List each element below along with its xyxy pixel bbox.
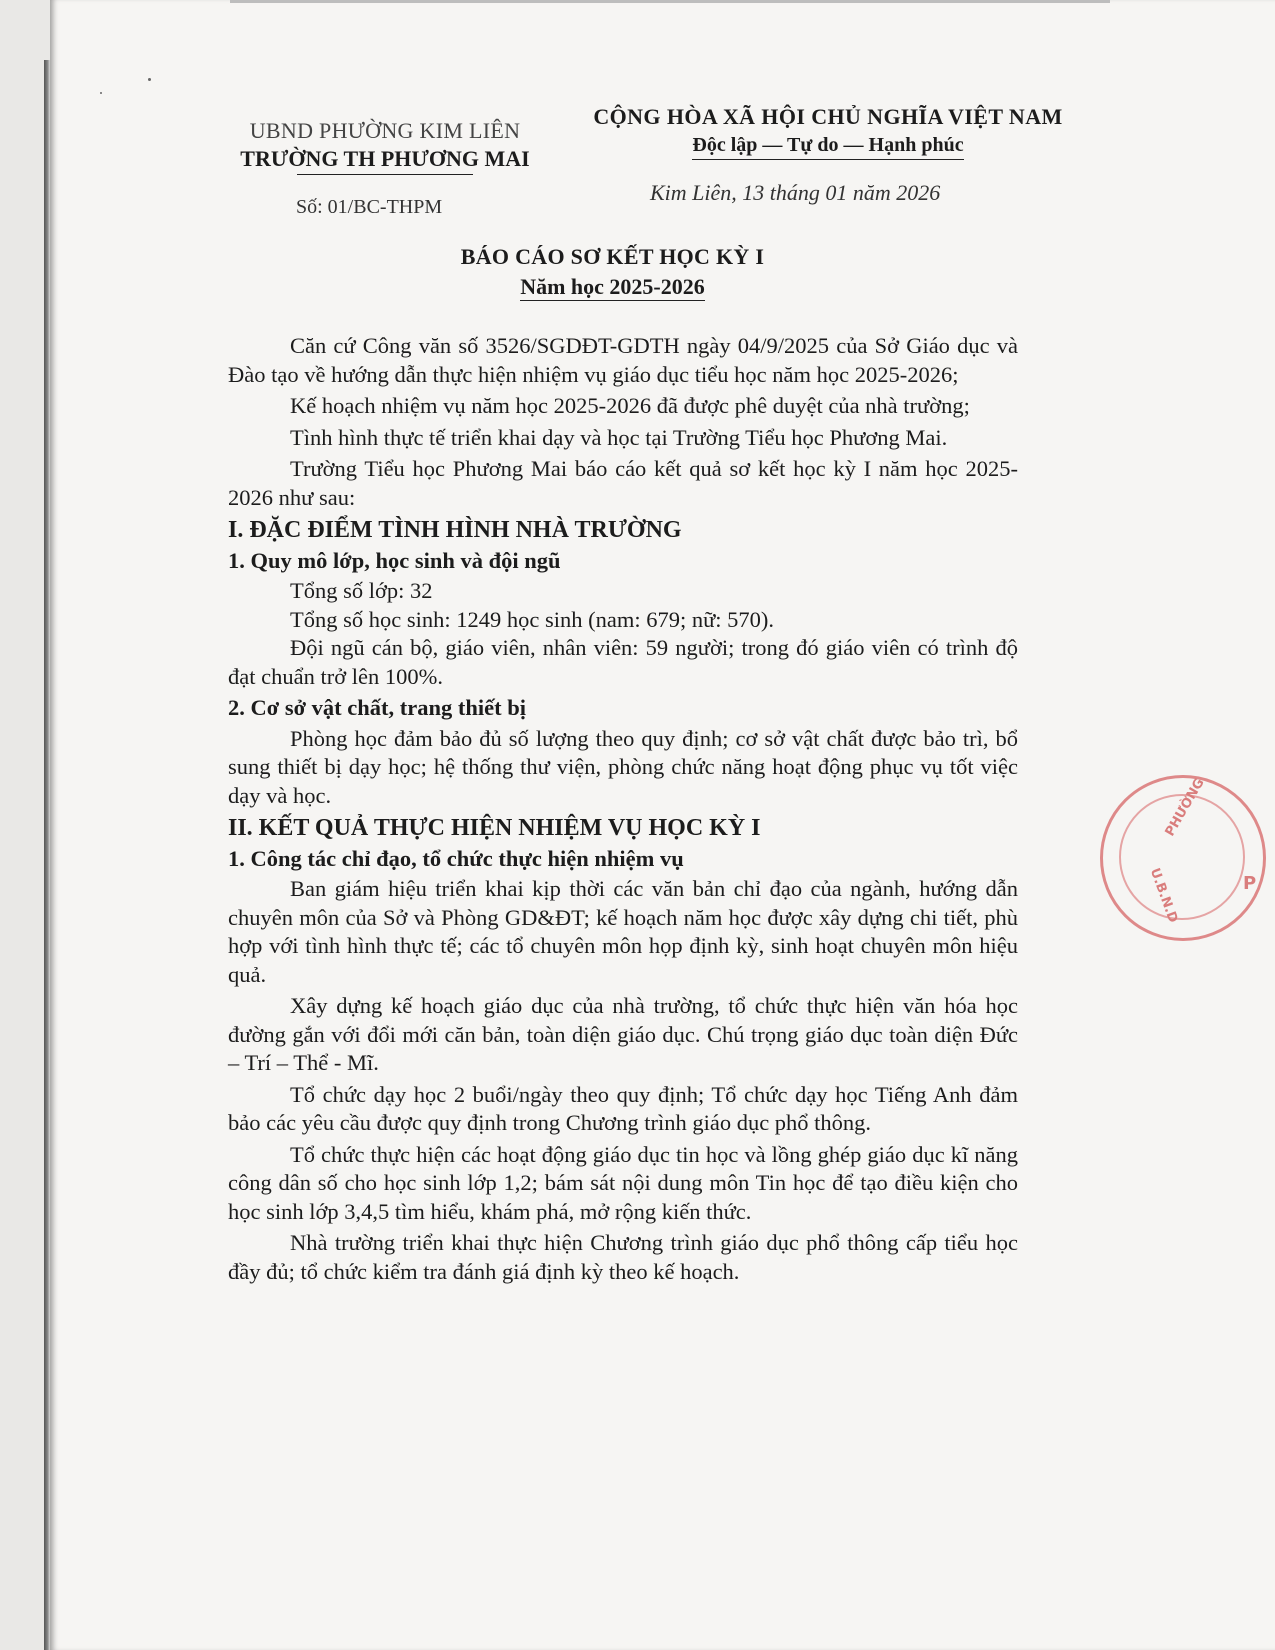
school-name-text: TRƯỜNG TH PHƯƠNG MAI (240, 146, 530, 171)
subsection-heading: 2. Cơ sở vật chất, trang thiết bị (228, 695, 527, 720)
authority-line: UBND PHƯỜNG KIM LIÊN (249, 118, 521, 143)
seal-text: P (1243, 873, 1257, 894)
class-count: Tổng số lớp: 32 (290, 578, 433, 603)
report-body (228, 332, 1018, 1289)
student-count: Tổng số học sinh: 1249 học sinh (nam: 679; nữ: 570). (290, 606, 775, 632)
report-subtitle (0, 274, 1225, 300)
school-year: Năm học 2025-2026 (520, 274, 705, 299)
seal-text: U.B.N.D (1146, 866, 1181, 925)
issuing-authority (225, 118, 545, 172)
top-border-line (230, 0, 1110, 3)
document-number: Số: 01/BC-THPM (296, 196, 443, 218)
seal-text: PHƯỜNG (1162, 775, 1208, 840)
report-title: BÁO CÁO SƠ KẾT HỌC KỲ I (460, 244, 765, 269)
school-name (225, 146, 545, 172)
intro-paragraph: Trường Tiểu học Phương Mai báo cáo kết quả sơ kết học kỳ I năm học 2025-2026 như sau: (228, 456, 1018, 510)
body-paragraph: Tổ chức dạy học 2 buổi/ngày theo quy định; Tổ chức dạy học Tiếng Anh đảm bảo các yêu cầu được quy định trong Chương trình giáo dục phổ thông. (228, 1081, 1018, 1135)
intro-paragraph: Căn cứ Công văn số 3526/SGDĐT-GDTH ngày 04/9/2025 của Sở Giáo dục và Đào tạo về hướng dẫn thực hiện nhiệm vụ giáo dục tiểu học năm học 2025-2026; (228, 333, 1018, 387)
country-name: CỘNG HÒA XÃ HỘI CHỦ NGHĨA VIỆT NAM (593, 104, 1063, 129)
subsection-heading: 1. Quy mô lớp, học sinh và đội ngũ (228, 547, 561, 573)
subsection-heading: 1. Công tác chỉ đạo, tổ chức thực hiện nhiệm vụ (228, 845, 684, 871)
scan-speck (148, 78, 151, 81)
body-paragraph: Tổ chức thực hiện các hoạt động giáo dục tin học và lồng ghép giáo dục kĩ năng công dân số cho học sinh lớp 1,2; bám sát nội dung môn Tin học để tạo điều kiện cho học sinh lớp 3,4,5 tìm hiểu, khám phá, mở rộng kiến thức. (228, 1141, 1018, 1224)
place-and-date: Kim Liên, 13 tháng 01 năm 2026 (650, 180, 941, 205)
staff-info: Đội ngũ cán bộ, giáo viên, nhân viên: 59 người; trong đó giáo viên có trình độ đạt chuẩn trở lên 100%. (228, 635, 1018, 689)
motto-line: Độc lập — Tự do — Hạnh phúc (692, 134, 964, 156)
section-heading: I. ĐẶC ĐIỂM TÌNH HÌNH NHÀ TRƯỜNG (228, 517, 682, 543)
intro-paragraph: Tình hình thực tế triển khai dạy và học tại Trường Tiểu học Phương Mai. (290, 424, 948, 450)
official-seal-stamp (1100, 775, 1266, 941)
section-heading: II. KẾT QUẢ THỰC HIỆN NHIỆM VỤ HỌC KỲ I (228, 815, 761, 841)
body-paragraph: Xây dựng kế hoạch giáo dục của nhà trường, tổ chức thực hiện văn hóa học đường gắn với đổi mới căn bản, toàn diện giáo dục. Chú trọng giáo dục toàn diện Đức – Trí – Thể - Mĩ. (228, 993, 1018, 1075)
body-paragraph: Ban giám hiệu triển khai kịp thời các văn bản chỉ đạo của ngành, hướng dẫn chuyên môn của Sở và Phòng GD&ĐT; kế hoạch năm học được xây dựng chi tiết, phù hợp với tình hình thực tế; các tổ chuyên môn họp định kỳ, sinh hoạt chuyên môn hiệu quả. (228, 876, 1018, 987)
scan-speck (100, 92, 102, 94)
national-motto (578, 104, 1078, 157)
school-name-underline (297, 174, 473, 176)
intro-paragraph: Kế hoạch nhiệm vụ năm học 2025-2026 đã được phê duyệt của nhà trường; (290, 393, 970, 418)
facilities-paragraph: Phòng học đảm bảo đủ số lượng theo quy định; cơ sở vật chất được bảo trì, bổ sung thiết bị dạy học; hệ thống thư viện, phòng chức năng hoạt động phục vụ tốt việc dạy và học. (228, 725, 1018, 808)
body-paragraph: Nhà trường triển khai thực hiện Chương trình giáo dục phổ thông cấp tiểu học đầy đủ; tổ chức kiểm tra đánh giá định kỳ theo kế hoạch. (228, 1230, 1018, 1284)
